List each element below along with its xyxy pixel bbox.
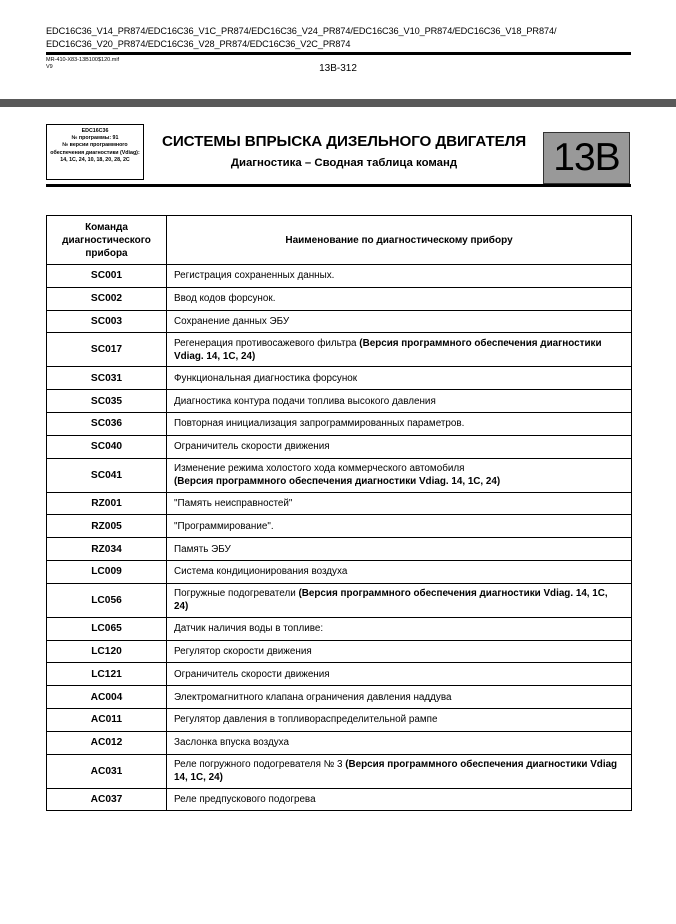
command-name: Система кондиционирования воздуха [174,566,348,578]
command-name: Регенерация противосажевого фильтра [174,337,360,349]
command-name: Регулятор давления в топливораспределительной рампе [174,714,438,726]
column-header-name: Наименование по диагностическому прибору [167,216,632,265]
table-row [47,731,632,754]
command-code: SC002 [47,287,167,310]
command-code: SC035 [47,390,167,413]
command-code: SC041 [47,458,167,492]
ecu-name: EDC16C36 [81,128,109,134]
command-name-cell [167,412,632,435]
table-row [47,538,632,561]
table-row [47,686,632,709]
command-name: Ограничитель скорости движения [174,668,330,680]
command-code: AC011 [47,708,167,731]
table-row [47,435,632,458]
table-row [47,390,632,413]
table-row [47,708,632,731]
version-label: V9 [46,64,53,70]
table-row [47,560,632,583]
column-header-command: Команда диагностического прибора [47,216,167,265]
command-code: SC040 [47,435,167,458]
table-row [47,412,632,435]
command-name-cell [167,310,632,333]
software-version-note: (Версия программного обеспечения диагностики Vdiag. 14, 1C, 24) [174,588,608,613]
command-name: Реле предпускового подогрева [174,793,316,805]
commands-table [46,215,632,811]
command-name-cell [167,560,632,583]
command-name-cell [167,788,632,811]
command-code: LC065 [47,617,167,640]
command-name-cell [167,287,632,310]
page-number: 13B-312 [319,63,357,74]
command-code: RZ001 [47,492,167,515]
command-name-cell [167,367,632,390]
command-name: Ввод кодов форсунок. [174,293,276,305]
software-version-note: (Версия программного обеспечения диагностики Vdiag. 14, 1C, 24) [174,476,501,488]
page-title: СИСТЕМЫ ВПРЫСКА ДИЗЕЛЬНОГО ДВИГАТЕЛЯ [161,133,527,150]
command-code: AC031 [47,754,167,788]
command-name: Ограничитель скорости движения [174,441,330,453]
command-code: SC031 [47,367,167,390]
software-version-note: (Версия программного обеспечения диагностики Vdiag. 14, 1C, 24) [174,337,602,362]
command-code: SC036 [47,412,167,435]
command-name: Заслонка впуска воздуха [174,737,289,749]
table-row [47,492,632,515]
command-name: Электромагнитного клапана ограничения давления наддува [174,691,452,703]
command-name-cell [167,390,632,413]
command-code: AC037 [47,788,167,811]
vdiag-versions: № версии программного обеспечения диагностики (Vdiag): 14, 1C, 24, 10, 18, 20, 28, 2C [50,142,140,163]
page-subtitle: Диагностика – Сводная таблица команд [230,157,458,169]
table-header-row [47,216,632,265]
command-name-cell [167,435,632,458]
program-number: № программы: 91 [71,135,119,142]
command-name-cell [167,686,632,709]
command-name-cell [167,515,632,538]
command-name: Память ЭБУ [174,543,231,555]
command-code: LC121 [47,663,167,686]
command-code: RZ034 [47,538,167,561]
command-name: "Программирование". [174,520,274,532]
command-name: Повторная инициализация запрограммированных параметров. [174,418,465,430]
command-code: LC056 [47,583,167,617]
ecu-id-box [46,124,144,180]
command-name-cell [167,731,632,754]
file-name: MR-410-X83-13B100$120.mif [46,57,120,63]
command-name-cell [167,583,632,617]
command-name: Регистрация сохраненных данных. [174,270,335,282]
command-name-cell [167,754,632,788]
command-name-cell [167,538,632,561]
table-row [47,287,632,310]
table-row [47,265,632,288]
command-name: Датчик наличия воды в топливе: [174,623,324,635]
command-name: Функциональная диагностика форсунок [174,372,358,384]
table-row [47,458,632,492]
command-code: AC004 [47,686,167,709]
command-code: SC003 [47,310,167,333]
command-code: RZ005 [47,515,167,538]
command-name: Диагностика контура подачи топлива высокого давления [174,395,436,407]
gray-separator-band [0,99,676,107]
table-row [47,333,632,367]
command-code: SC017 [47,333,167,367]
command-name: Реле погружного подогревателя № 3 [174,759,346,771]
command-code: LC120 [47,640,167,663]
command-name-cell [167,265,632,288]
command-name-cell [167,640,632,663]
table-row [47,663,632,686]
table-row [47,310,632,333]
section-code-badge: 13B [543,132,630,184]
command-name-cell [167,458,632,492]
command-name: Сохранение данных ЭБУ [174,315,290,327]
command-name-cell [167,617,632,640]
command-name-cell [167,333,632,367]
table-row [47,515,632,538]
command-code: AC012 [47,731,167,754]
command-name: "Память неисправностей" [174,497,293,509]
header-rule [46,184,631,187]
table-body [47,265,632,811]
command-name: Изменение режима холостого хода коммерческого автомобиля [174,463,465,475]
table-row [47,640,632,663]
table-row [47,583,632,617]
command-code: SC001 [47,265,167,288]
command-name: Погружные подогреватели [174,588,299,600]
command-name-cell [167,663,632,686]
document-references: EDC16C36_V14_PR874/EDC16C36_V1C_PR874/EDC16C36_V24_PR874/EDC16C36_V10_PR874/EDC16C36_V18_PR874/ EDC16C36_V20_PR874/EDC16C36_V28_PR874/EDC16C36_V2C_PR874 [46,26,557,49]
command-name-cell [167,708,632,731]
command-code: LC009 [47,560,167,583]
software-version-note: (Версия программного обеспечения диагностики Vdiag 14, 1C, 24) [174,759,618,784]
top-rule [46,52,631,55]
table-row [47,367,632,390]
command-name: Регулятор скорости движения [174,645,312,657]
table-row [47,754,632,788]
command-name-cell [167,492,632,515]
table-row [47,788,632,811]
table-row [47,617,632,640]
